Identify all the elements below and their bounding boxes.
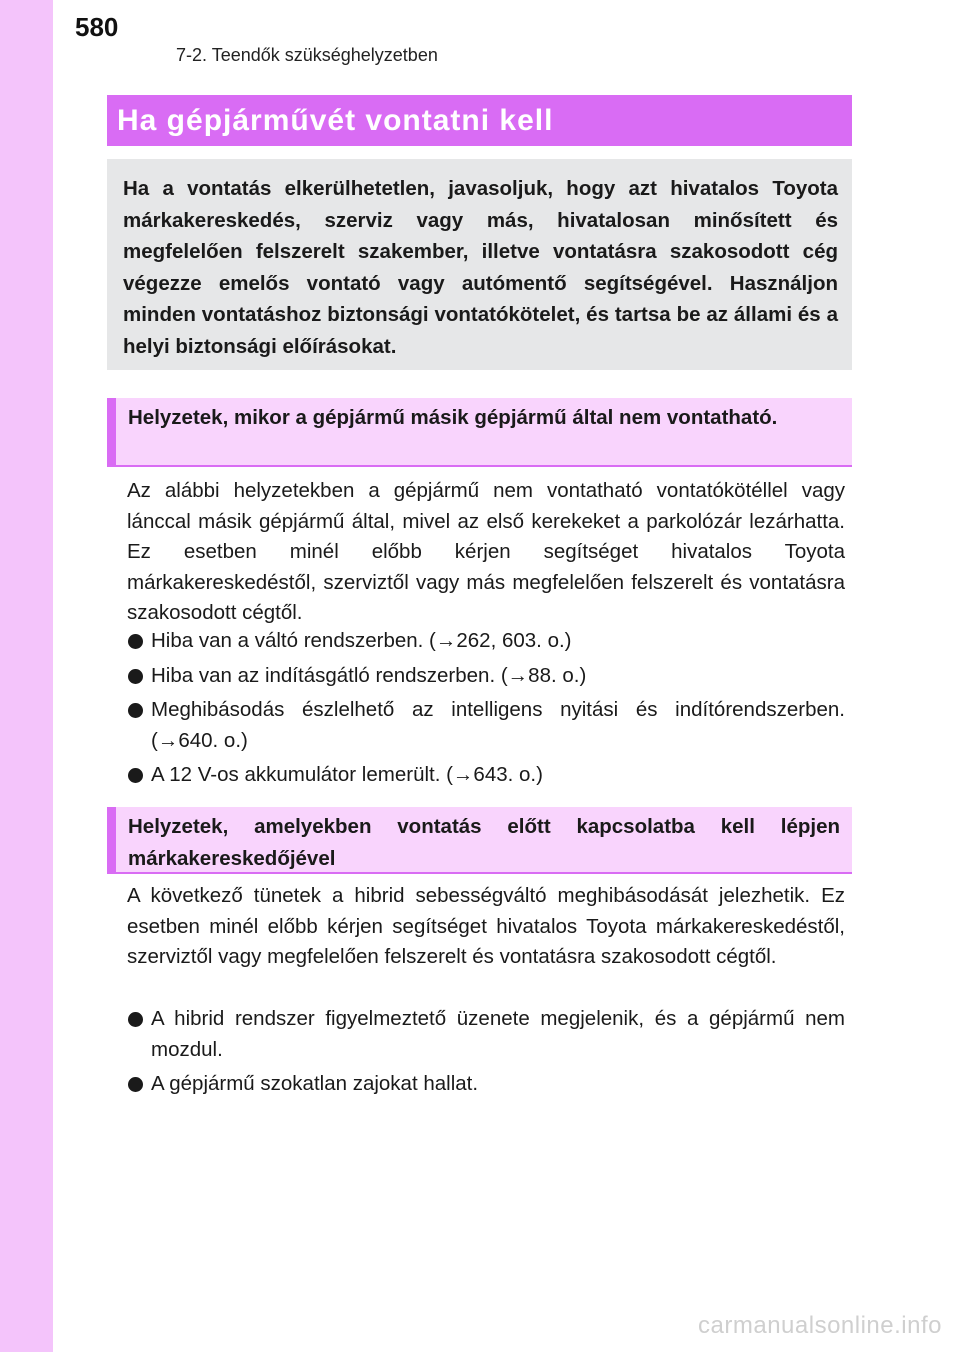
section1-bullet-list (127, 626, 845, 795)
list-item (127, 695, 845, 756)
section1-paragraph: Az alábbi helyzetekben a gépjármű nem vontatható vontatókötéllel vagy lánccal másik gépjármű által, mivel az első kerekeket a parkolózár lezárhatta. Ez esetben minél előbb kérjen segítséget hivatalos Toyota márkakereskedéstől, szerviztől vagy más megfelelően felszerelt és vontatásra szakosodott cégtől. (127, 479, 845, 624)
list-item (127, 661, 845, 692)
list-item-text: Hiba van az indításgátló rendszerben. (→88. o.) (151, 663, 587, 687)
side-color-strip (0, 0, 53, 1352)
list-item (127, 1069, 845, 1100)
page-title: Ha gépjárművét vontatni kell (107, 95, 852, 146)
list-item-text: A 12 V-os akkumulátor lemerült. (→643. o.) (151, 763, 543, 786)
list-item-text: A hibrid rendszer figyelmeztető üzenete megjelenik, és a gépjármű nem mozdul. (151, 1007, 845, 1061)
list-item-text: Hiba van a váltó rendszerben. (→262, 603. o.) (151, 629, 572, 652)
list-item-text: Meghibásodás észlelhető az intelligens nyitási és indítórendszerben. (→640. o.) (151, 698, 845, 752)
intro-box: Ha a vontatás elkerülhetetlen, javasoljuk, hogy azt hivatalos Toyota márkakereskedés, szerviz vagy más, hivatalosan minősített és megfelelően felszerelt szakember, illetve vontatásra szakosodott cég végezze emelős vontató vagy autómentő segítségével. Használjon minden vontatáshoz biztonsági vontatókötelet, és tartsa be az állami és a helyi biztonsági előírásokat. (107, 159, 852, 370)
section2-heading: Helyzetek, amelyekben vontatás előtt kapcsolatba kell lépjen márkakereskedőjével (107, 807, 852, 874)
bullet-dot-icon (128, 1077, 143, 1092)
bullet-dot-icon (128, 1012, 143, 1027)
watermark: carmanualsonline.info (698, 1312, 942, 1339)
list-item (127, 760, 845, 791)
page-number: 580 (75, 12, 119, 42)
list-item (127, 626, 845, 657)
section2-bullet-list (127, 1004, 845, 1104)
bullet-dot-icon (128, 634, 143, 649)
list-item (127, 1004, 845, 1065)
section-label: 7-2. Teendők szükséghelyzetben (176, 45, 438, 65)
section2-paragraph: A következő tünetek a hibrid sebességváltó meghibásodását jelezhetik. Ez esetben minél előbb kérjen segítséget hivatalos Toyota márkakereskedéstől, szerviztől vagy megfelelően felszerelt és vontatásra szakosodott cégtől. (127, 884, 845, 968)
list-item-text: A gépjármű szokatlan zajokat hallat. (151, 1072, 479, 1095)
bullet-dot-icon (128, 703, 143, 718)
bullet-dot-icon (128, 669, 143, 684)
bullet-dot-icon (128, 768, 143, 783)
section1-heading: Helyzetek, mikor a gépjármű másik gépjármű által nem vontatható. (107, 398, 852, 467)
